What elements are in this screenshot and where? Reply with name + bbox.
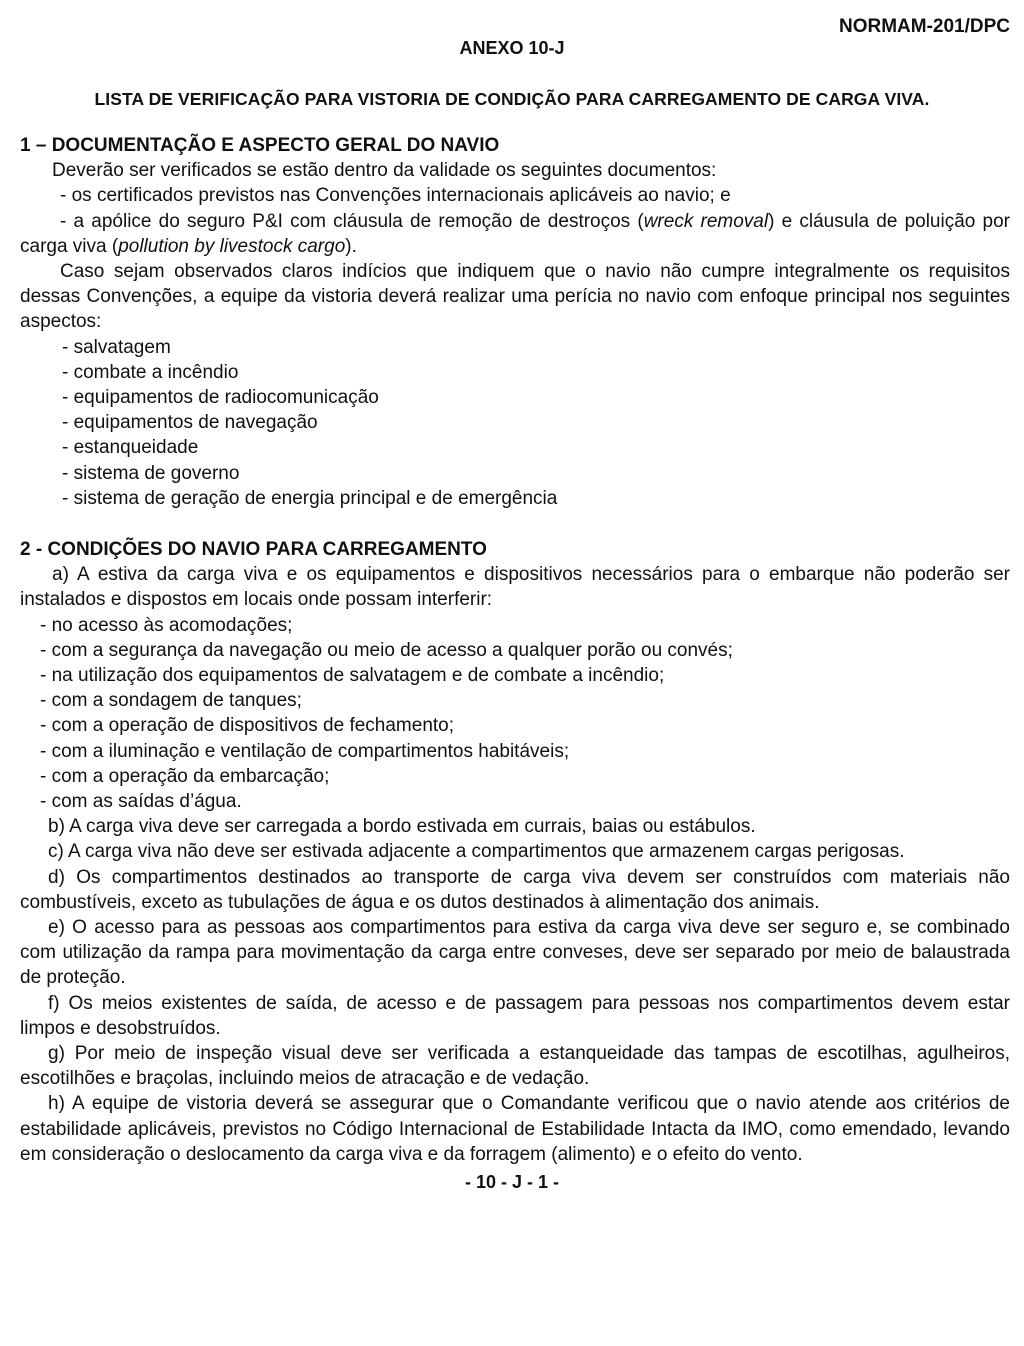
list-item: - na utilização dos equipamentos de salvatagem e de combate a incêndio; [40, 665, 665, 687]
document-item-text: ) e cláusula de poluição por carga viva ( [20, 210, 1011, 257]
document-title: LISTA DE VERIFICAÇÃO PARA VISTORIA DE CONDIÇÃO PARA CARREGAMENTO DE CARGA VIVA. [94, 89, 930, 109]
list-item: - salvatagem [62, 336, 171, 358]
document-item: - os certificados previstos nas Convenções internacionais aplicáveis ao navio; e [60, 185, 731, 207]
norm-reference: NORMAM-201/DPC [838, 16, 1010, 37]
item-c: c) A carga viva não deve ser estivada adjacente a compartimentos que armazenem cargas perigosas. [48, 841, 905, 863]
list-item: - equipamentos de radiocomunicação [62, 387, 379, 409]
document-item-text: - a apólice do seguro P&I com cláusula de remoção de destroços ( [60, 210, 644, 232]
list-item: - com as saídas d’água. [40, 791, 242, 813]
section-heading: 2 - CONDIÇÕES DO NAVIO PARA CARREGAMENTO [20, 539, 487, 560]
list-item: - combate a incêndio [62, 361, 239, 383]
annex-label: ANEXO 10-J [459, 38, 565, 58]
list-item: - com a iluminação e ventilação de compartimentos habitáveis; [40, 740, 570, 762]
item-e: e) O acesso para as pessoas aos compartimentos para estiva da carga viva deve ser seguro e, se combinado com utilização da rampa para movimentação da carga entre conveses, deve ser separado por meio de balaustrada de proteção. [20, 917, 1010, 989]
section-documentation [20, 133, 1010, 511]
section-intro: Deverão ser verificados se estão dentro da validade os seguintes documentos: [52, 160, 717, 182]
document-item [20, 209, 1010, 259]
list-item: - com a segurança da navegação ou meio de acesso a qualquer porão ou convés; [40, 639, 733, 661]
item-d: d) Os compartimentos destinados ao transporte de carga viva devem ser construídos com materiais não combustíveis, exceto as tubulações de água e os dutos destinados à alimentação dos animais. [20, 866, 1010, 913]
list-item: - com a sondagem de tanques; [40, 690, 302, 712]
page-number: - 10 - J - 1 - [464, 1172, 560, 1192]
list-item: - estanqueidade [62, 437, 199, 459]
list-item: - equipamentos de navegação [62, 412, 318, 434]
list-item: - no acesso às acomodações; [40, 614, 293, 636]
document-item-italic: wreck removal [643, 210, 769, 232]
item-h: h) A equipe de vistoria deverá se assegurar que o Comandante verificou que o navio atende aos critérios de estabilidade aplicáveis, previstos no Código Internacional de Estabilidade Intacta da IMO, como emendado, levando em consideração o deslocamento da carga viva e da forragem (alimento) e o efeito do vento. [20, 1093, 1010, 1165]
item-f: f) Os meios existentes de saída, de acesso e de passagem para pessoas nos compartimentos devem estar limpos e desobstruídos. [20, 992, 1010, 1039]
item-b: b) A carga viva deve ser carregada a bordo estivada em currais, baias ou estábulos. [48, 816, 756, 838]
section-paragraph: Caso sejam observados claros indícios que indiquem que o navio não cumpre integralmente os requisitos dessas Convenções, a equipe da vistoria deverá realizar uma perícia no navio com enfoque principal nos seguintes aspectos: [20, 261, 1010, 333]
document-item-text: ). [345, 235, 357, 257]
document-item-italic: pollution by livestock cargo [118, 235, 346, 257]
list-item: - com a operação da embarcação; [40, 765, 330, 787]
aspects-list [20, 335, 1010, 511]
section-loading-conditions [20, 537, 1010, 1167]
list-item: - com a operação de dispositivos de fechamento; [40, 715, 455, 737]
list-item: - sistema de geração de energia principal e de emergência [62, 487, 558, 509]
item-g: g) Por meio de inspeção visual deve ser verificada a estanqueidade das tampas de escotilhas, agulheiros, escotilhões e braçolas, incluindo meios de atracação e de vedação. [20, 1043, 1010, 1090]
section-heading: 1 – DOCUMENTAÇÃO E ASPECTO GERAL DO NAVIO [20, 135, 500, 156]
list-item: - sistema de governo [62, 462, 240, 484]
item-a-list [20, 613, 1010, 815]
item-a: a) A estiva da carga viva e os equipamentos e dispositivos necessários para o embarque não poderão ser instalados e dispostos em locais onde possam interferir: [20, 564, 1010, 611]
